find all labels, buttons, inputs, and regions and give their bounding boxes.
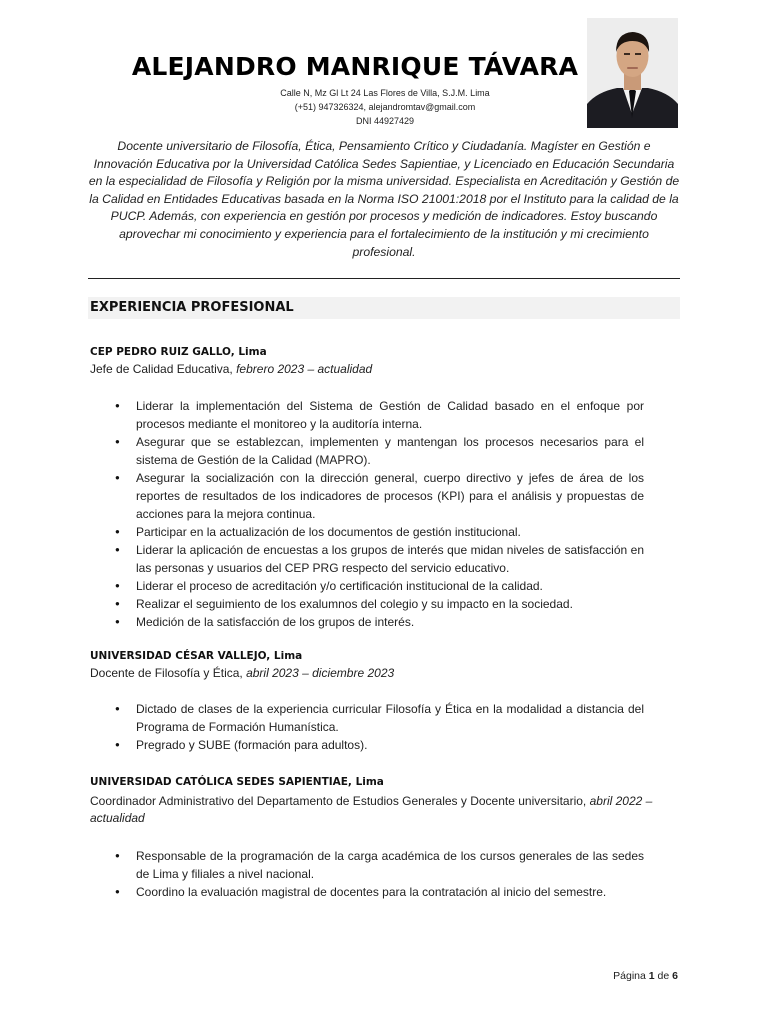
candidate-name: ALEJANDRO MANRIQUE TÁVARA [131, 52, 579, 81]
list-item: ● Pregrado y SUBE (formación para adultos). [100, 736, 644, 754]
dni: DNI 44927429 [355, 116, 415, 126]
current-page: 1 [648, 970, 655, 982]
job-title: Jefe de Calidad Educativa, [90, 362, 237, 376]
job-period: abril 2022 – actualidad [90, 794, 653, 825]
job-period: febrero 2023 – actualidad [236, 362, 373, 376]
job-organization: UNIVERSIDAD CÉSAR VALLEJO, Lima [90, 650, 303, 662]
list-item: ● Liderar el proceso de acreditación y/o certificación institucional de la calidad. [100, 577, 644, 595]
job-title: Coordinador Administrativo del Departamento de Estudios Generales y Docente universitario, [90, 794, 590, 808]
list-item: ● Liderar la implementación del Sistema de Gestión de Calidad basado en el enfoque por procesos mediante el monitoreo y la auditoría interna. [100, 397, 644, 433]
job-duties-list [100, 700, 644, 754]
total-pages: 6 [672, 970, 678, 982]
page-of: de [654, 970, 673, 982]
address: Calle N, Mz Gl Lt 24 Las Flores de Villa, S.J.M. Lima [280, 88, 490, 98]
phone-email: (+51) 947326324, alejandromtav@gmail.com [294, 102, 476, 112]
job-role [90, 361, 680, 378]
job-role [90, 793, 680, 827]
list-item: ● Responsable de la programación de la carga académica de los cursos generales de las sedes de Lima y filiales a nivel nacional. [100, 847, 644, 883]
profile-photo [587, 18, 678, 128]
section-title: EXPERIENCIA PROFESIONAL [90, 300, 294, 315]
job-organization: UNIVERSIDAD CATÓLICA SEDES SAPIENTIAE, Lima [90, 776, 384, 788]
divider [88, 278, 680, 279]
section-header [88, 297, 680, 319]
list-item: ● Liderar la aplicación de encuestas a los grupos de interés que midan niveles de satisfacción en las personas y usuarios del CEP PRG respecto del servicio educativo. [100, 541, 644, 577]
list-item: ● Asegurar que se establezcan, implementen y mantengan los procesos necesarios para el sistema de Gestión de la Calidad (MAPRO). [100, 433, 644, 469]
job-duties-list [100, 847, 644, 901]
list-item: ● Asegurar la socialización con la dirección general, cuerpo directivo y jefes de área de los reportes de resultados de los indicadores de procesos (KPI) para el análisis y propuestas de acciones para la mejora continua. [100, 469, 644, 523]
page-number [613, 970, 678, 982]
job-period: abril 2023 – diciembre 2023 [246, 666, 395, 680]
job-organization: CEP PEDRO RUIZ GALLO, Lima [90, 346, 267, 358]
list-item: ● Medición de la satisfacción de los grupos de interés. [100, 613, 644, 631]
professional-summary: Docente universitario de Filosofía, Ética, Pensamiento Crítico y Ciudadanía. Magíster en Gestión e Innovación Educativa por la Universidad Católica Sedes Sapientiae, y Licenciado en Educación Secundaria en la especialidad de Filosofía y Religión por la misma universidad. Especialista en Acreditación y Gestión de la Calidad en Entidades Educativas basada en la Norma ISO 21001:2018 por el Instituto para la calidad de la PUCP. Además, con experiencia en gestión por procesos y medición de indicadores. Estoy buscando aprovechar mi conocimiento y experiencia para el fortalecimiento de la institución y mi crecimiento profesional. [88, 139, 680, 259]
list-item: ● Coordino la evaluación magistral de docentes para la contratación al inicio del semestre. [100, 883, 644, 901]
job-title: Docente de Filosofía y Ética, [90, 666, 247, 680]
list-item: ● Dictado de clases de la experiencia curricular Filosofía y Ética en la modalidad a distancia del Programa de Formación Humanística. [100, 700, 644, 736]
list-item: ● Participar en la actualización de los documentos de gestión institucional. [100, 523, 644, 541]
job-role [90, 665, 680, 682]
job-duties-list [100, 397, 644, 631]
list-item: ● Realizar el seguimiento de los exalumnos del colegio y su impacto en la sociedad. [100, 595, 644, 613]
page-label: Página [613, 970, 649, 982]
